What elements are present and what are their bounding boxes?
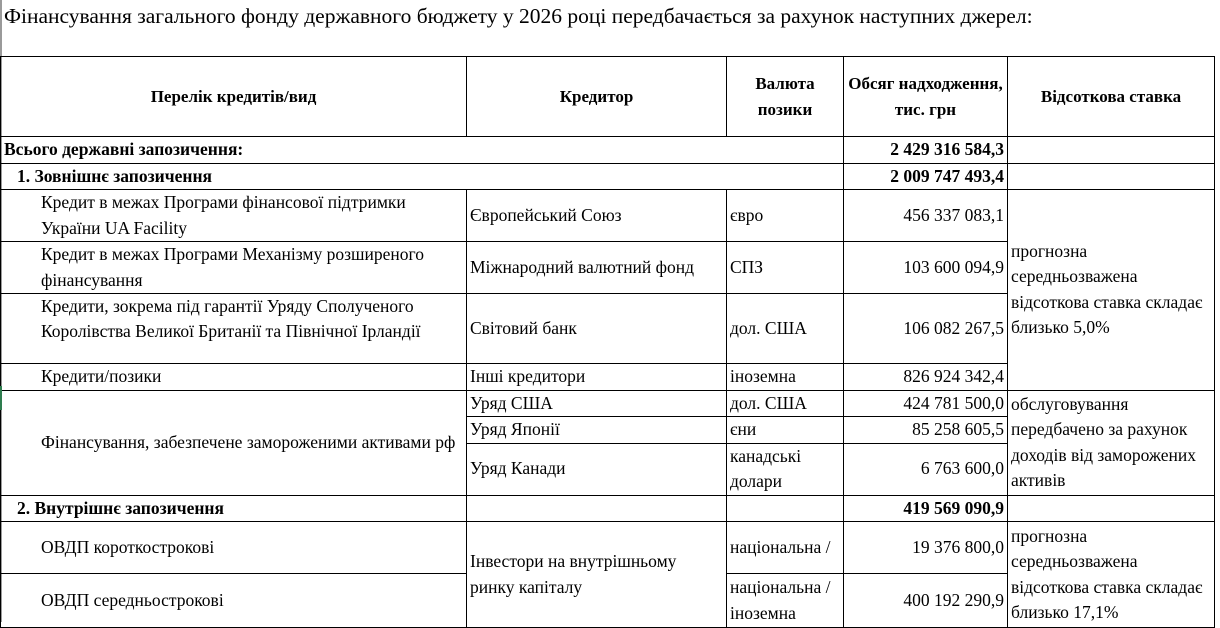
- row-currency: дол. США: [727, 390, 844, 417]
- external-section-row: [1, 163, 1215, 190]
- header-rate: Відсоткова ставка: [1008, 57, 1215, 137]
- domestic-creditor: Інвестори на внутрішньому ринку капіталу: [467, 522, 727, 628]
- cell-selection-marker: [0, 386, 2, 410]
- row-type: Кредит в межах Програми фінансової підтримки України UA Facility: [1, 190, 467, 242]
- table-row: [1, 522, 1215, 574]
- total-volume: 2 429 316 584,3: [844, 137, 1008, 164]
- row-type: Кредити, зокрема під гарантії Уряду Сполученого Королівства Великої Британії та Північної Ірландії: [1, 294, 467, 364]
- frozen-type: Фінансування, забезпечене замороженими активами рф: [1, 390, 467, 495]
- total-row: [1, 137, 1215, 164]
- row-currency: СПЗ: [727, 242, 844, 294]
- row-volume: 400 192 290,9: [844, 574, 1008, 628]
- domestic-currency-empty: [727, 495, 844, 522]
- domestic-volume: 419 569 090,9: [844, 495, 1008, 522]
- rate-note-frozen: обслуговування передбачено за рахунок доходів від заморожених активів: [1008, 390, 1215, 495]
- row-volume: 106 082 267,5: [844, 294, 1008, 364]
- table-header-row: [1, 57, 1215, 137]
- external-volume: 2 009 747 493,4: [844, 163, 1008, 190]
- row-creditor: Міжнародний валютний фонд: [467, 242, 727, 294]
- domestic-rate-empty: [1008, 495, 1215, 522]
- row-creditor: Уряд Японії: [467, 417, 727, 444]
- rate-note-external: прогнозна середньозважена відсоткова ставка складає близько 5,0%: [1008, 190, 1215, 391]
- header-creditor: Кредитор: [467, 57, 727, 137]
- row-volume: 103 600 094,9: [844, 242, 1008, 294]
- row-creditor: Світовий банк: [467, 294, 727, 364]
- row-currency: національна /: [727, 522, 844, 574]
- external-label: 1. Зовнішнє запозичення: [1, 163, 844, 190]
- row-currency: іноземна: [727, 364, 844, 391]
- domestic-section-row: [1, 495, 1215, 522]
- row-volume: 6 763 600,0: [844, 443, 1008, 495]
- frozen-row: [1, 390, 1215, 417]
- row-currency: єни: [727, 417, 844, 444]
- row-volume: 85 258 605,5: [844, 417, 1008, 444]
- external-rate: [1008, 163, 1215, 190]
- row-volume: 456 337 083,1: [844, 190, 1008, 242]
- domestic-label: 2. Внутрішнє запозичення: [1, 495, 467, 522]
- row-currency: дол. США: [727, 294, 844, 364]
- row-creditor: Уряд Канади: [467, 443, 727, 495]
- row-volume: 424 781 500,0: [844, 390, 1008, 417]
- row-creditor: Інші кредитори: [467, 364, 727, 391]
- row-creditor: Європейський Союз: [467, 190, 727, 242]
- row-currency: національна / іноземна: [727, 574, 844, 628]
- total-label: Всього державні запозичення:: [1, 137, 844, 164]
- header-volume: Обсяг надходження, тис. грн: [844, 57, 1008, 137]
- row-currency: канадські долари: [727, 443, 844, 495]
- row-type: Кредит в межах Програми Механізму розширеного фінансування: [1, 242, 467, 294]
- rate-note-domestic: прогнозна середньозважена відсоткова ставка складає близько 17,1%: [1008, 522, 1215, 628]
- row-volume: 19 376 800,0: [844, 522, 1008, 574]
- header-type: Перелік кредитів/вид: [1, 57, 467, 137]
- table-row: [1, 190, 1215, 242]
- intro-paragraph: Фінансування загального фонду державного бюджету у 2026 році передбачається за рахунок наступних джерел:: [4, 4, 1033, 28]
- row-currency: євро: [727, 190, 844, 242]
- row-creditor: Уряд США: [467, 390, 727, 417]
- row-type: ОВДП короткострокові: [1, 522, 467, 574]
- domestic-creditor-empty: [467, 495, 727, 522]
- row-type: Кредити/позики: [1, 364, 467, 391]
- header-currency: Валюта позики: [727, 57, 844, 137]
- row-type: ОВДП середньострокові: [1, 574, 467, 628]
- borrowing-sources-table: [0, 56, 1215, 628]
- total-rate: [1008, 137, 1215, 164]
- row-volume: 826 924 342,4: [844, 364, 1008, 391]
